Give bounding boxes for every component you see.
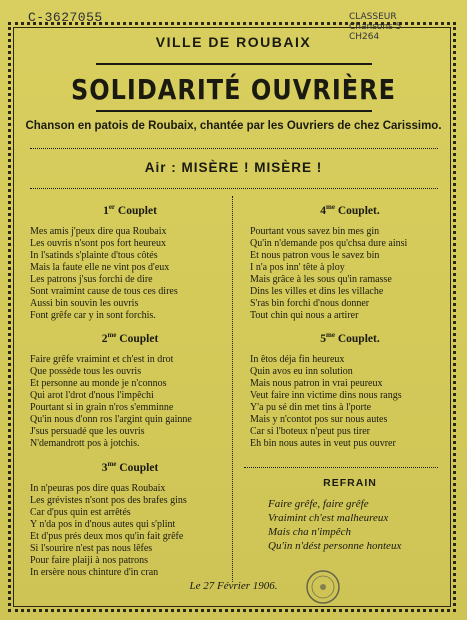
print-date: Le 27 Février 1906. (189, 580, 278, 592)
verse-line: Que possède tous les ouvris (30, 365, 142, 377)
refrain-line: Qu'in n'dést personne honteux (268, 540, 402, 552)
couplet-heading: $2^{me}$ Couplet (101, 331, 159, 345)
divider-under-air (30, 188, 438, 189)
refrain-heading: REFRAIN (323, 477, 377, 489)
verse-line: Et d'pus prés deux mos qu'in fait grêfe (30, 530, 184, 542)
couplet-1 (30, 203, 230, 322)
verse-line: Mais grâce à les sous qu'in ramasse (250, 273, 392, 285)
verse-line: Dins les villes et dins les villache (250, 285, 384, 297)
verse-line: Si l'sourire n'est pas nous lêfes (30, 542, 153, 554)
couplet-heading: $5^{me}$ Couplet. (320, 331, 380, 345)
verse-line: Eh bin nous autes in veut pus ouvrer (250, 437, 396, 449)
couplet-heading: 1er Couplet (103, 203, 157, 217)
couplet-5 (250, 331, 450, 450)
verse-line: S'ras bin forchi d'nous donner (250, 297, 370, 309)
verse-line: Les patrons j'sus forchi de dire (30, 273, 153, 285)
verse-line: Quin avos eu inn solution (250, 365, 353, 377)
verse-line: Les ouvris n'sont pos fort heureux (30, 237, 166, 249)
verse-line: Y'a pu sé din met tins à l'porte (250, 401, 372, 413)
verse-line: Qu'in n'demande pos qu'chsa dure ainsi (250, 237, 408, 249)
verse-line: Pour faire plaiji à nos patrons (30, 554, 149, 566)
verse-line: J'sus persuadé que les ouvris (30, 425, 145, 437)
verse-line: Qui arot l'drot d'nous l'impêchi (30, 389, 154, 401)
classeur-line: CH264 (349, 32, 380, 42)
song-title: SOLIDARITÉ OUVRIÈRE (70, 73, 397, 107)
refrain (250, 477, 450, 553)
couplet-heading: $3^{me}$ Couplet (101, 460, 159, 474)
city-heading: VILLE DE ROUBAIX (155, 34, 312, 50)
couplet-4 (250, 203, 450, 322)
verse-line: Qu'in nous d'onn ros l'argint quin gainne (30, 413, 192, 425)
verse-line: Pourtant si in grain n'ros s'emminne (30, 401, 174, 413)
verse-line: Sont vraimint cause de tous ces dires (30, 285, 178, 297)
verse-line: Tout chin qui nous a artirer (250, 309, 359, 321)
verse-line: In ersère nous chinture d'in cran (30, 566, 159, 578)
refrain-divider (244, 467, 438, 468)
verse-line: Les grévistes n'sont pos des brafes gins (30, 494, 187, 506)
refrain-line: Mais cha n'impêch (268, 526, 351, 538)
classeur-line: CLASSEUR (349, 12, 397, 22)
column-divider (232, 196, 233, 582)
title-rule-top (96, 63, 372, 65)
library-stamp-icon (304, 568, 342, 606)
verse-line: Mais y n'contot pos sur nous autes (250, 413, 388, 425)
verse-line: Et personne au monde je n'connos (30, 377, 167, 389)
song-subtitle: Chanson en patois de Roubaix, chantée par les Ouvriers de chez Carissimo. (25, 120, 442, 132)
verse-line: N'demandrott pos à jotchis. (30, 437, 140, 449)
archive-shelfmark: C-3627055 (28, 10, 103, 25)
title-rule-bottom (96, 110, 372, 112)
refrain-line: Vraimint ch'est malheureux (268, 512, 389, 524)
couplet-heading: $4^{me}$ Couplet. (320, 203, 380, 217)
classeur-line: Chansons 5 (349, 22, 402, 32)
refrain-line: Faire grêfe, faire grêfe (268, 498, 369, 510)
verse-line: Car si l'boteux n'peut pus tirer (250, 425, 370, 437)
couplet-2 (30, 331, 230, 450)
verse-line: Y n'da pos in d'nous autes qui s'plint (30, 518, 176, 530)
verse-line: Et nous patron vous le savez bin (250, 249, 380, 261)
verse-line: In n'peuras pos dire quas Roubaix (30, 482, 166, 494)
verse-line: Veut faire inn victime dins nous rangs (250, 389, 402, 401)
verse-line: Car d'pus quin est arrêtés (30, 506, 131, 518)
verse-line: In êtos déja fin heureux (250, 353, 345, 365)
verse-line: In l'satinds s'plainte d'tous côtés (30, 249, 158, 261)
verse-line: Pourtant vous savez bin mes gin (250, 225, 380, 237)
verse-line: Mais la faute elle ne vint pos d'eux (30, 261, 170, 273)
verse-line: I n'a pos inn' tête à ploy (250, 261, 345, 273)
verse-line: Mais nous patron in vrai peureux (250, 377, 383, 389)
verse-line: Mes amis j'peux dire qua Roubaix (30, 225, 167, 237)
verse-line: Font grêfe car y in sont forchis. (30, 309, 156, 321)
couplet-3 (30, 460, 230, 579)
verse-line: Aussi bin souvin les ouvris (30, 297, 139, 309)
verse-line: Faire grêfe vraimint et ch'est in drot (30, 353, 174, 365)
divider-top (30, 148, 438, 149)
tune-line: Air : MISÈRE ! MISÈRE ! (144, 160, 323, 175)
